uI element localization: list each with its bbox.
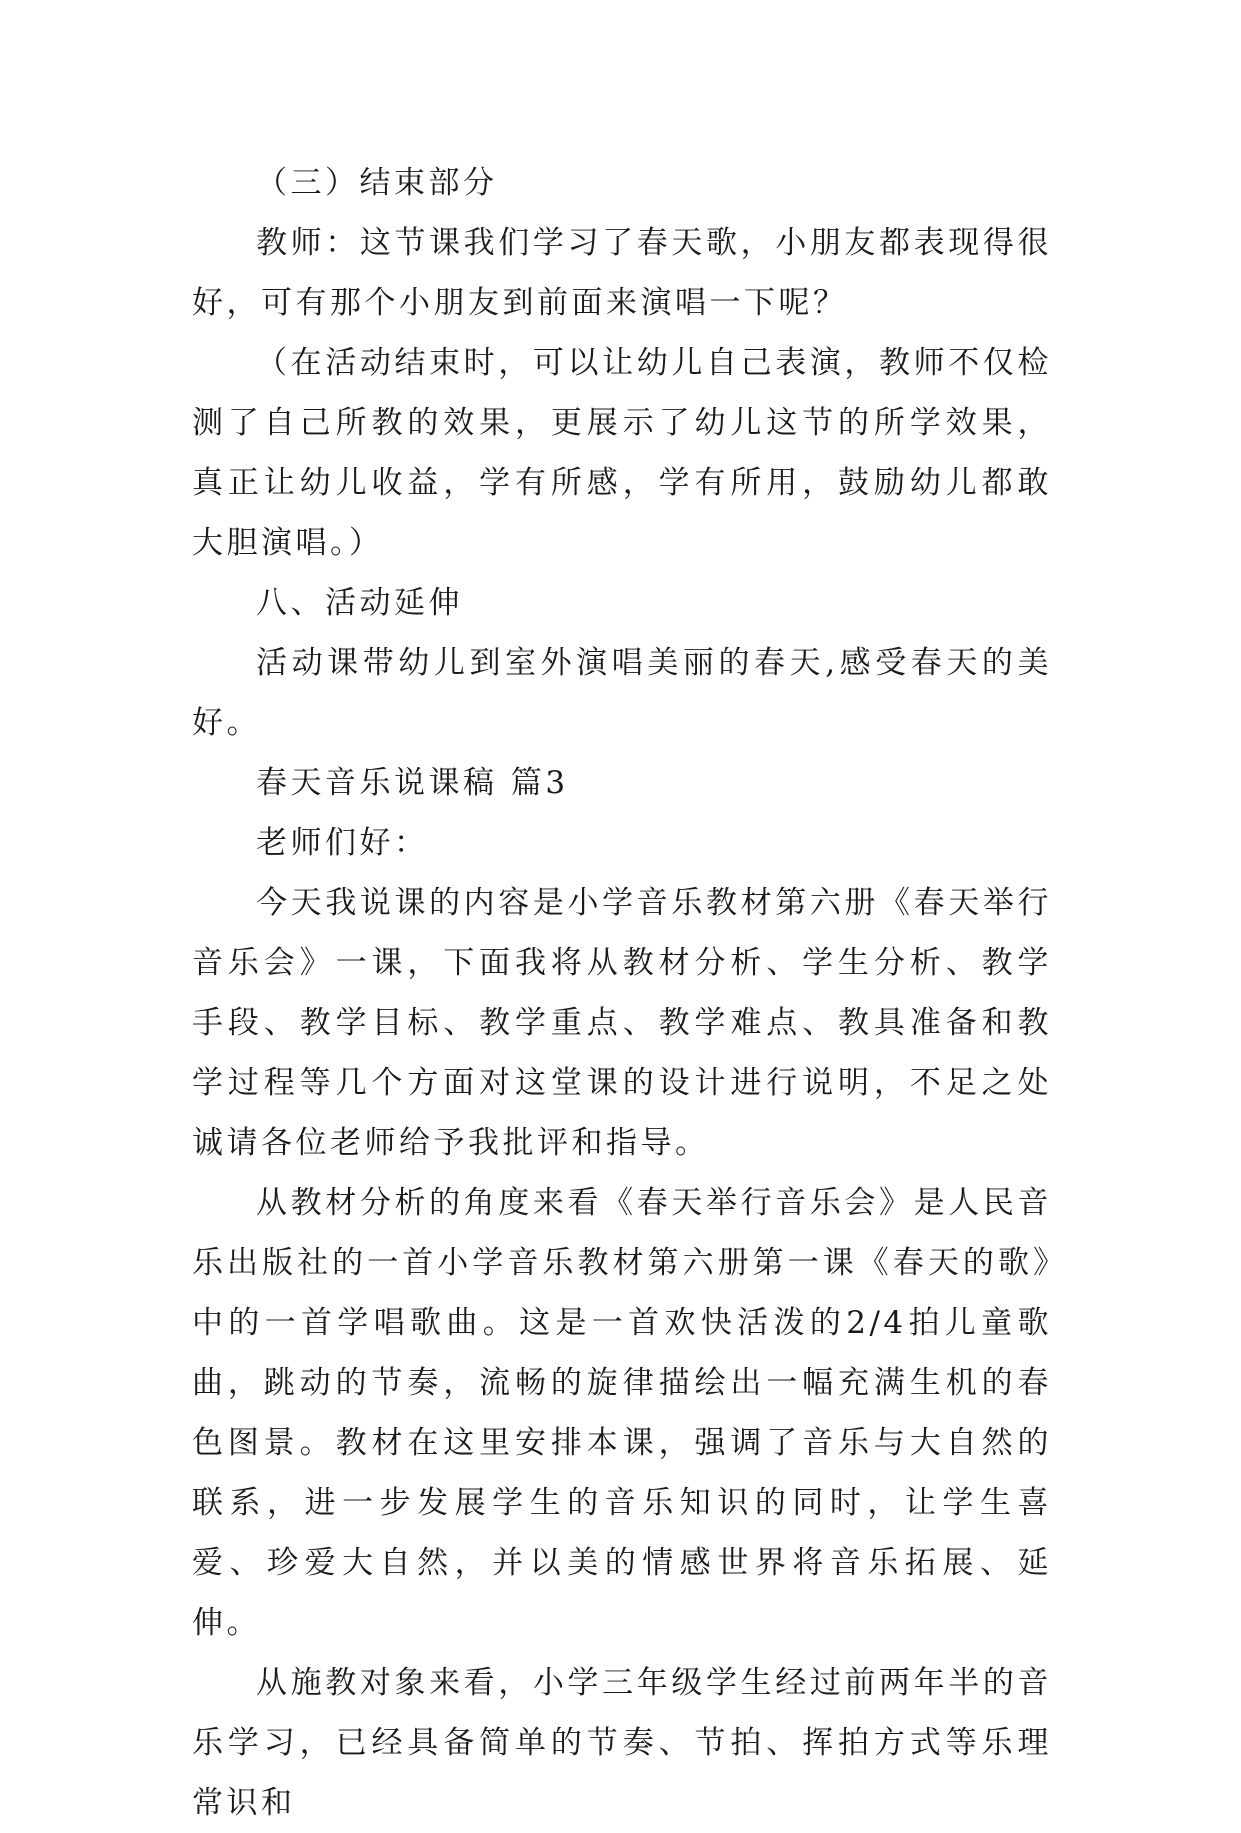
paragraph-extension: 活动课带幼儿到室外演唱美丽的春天,感受春天的美好。 bbox=[192, 645, 1052, 741]
article-title: 春天音乐说课稿 篇3 bbox=[256, 765, 569, 801]
paragraph-intro: 今天我说课的内容是小学音乐教材第六册《春天举行音乐会》一课，下面我将从教材分析、学生分析、教学手段、教学目标、教学重点、教学难点、教具准备和教学过程等几个方面对这堂课的设计进行说明，不足之处诚请各位老师给予我批评和指导。 bbox=[192, 885, 1052, 1161]
paragraph-activity-note: （在活动结束时，可以让幼儿自己表演，教师不仅检测了自己所教的效果，更展示了幼儿这节的所学效果，真正让幼儿收益，学有所感，学有所用，鼓励幼儿都敢大胆演唱。） bbox=[192, 345, 1052, 561]
paragraph-material-analysis: 从教材分析的角度来看《春天举行音乐会》是人民音乐出版社的一首小学音乐教材第六册第一课《春天的歌》中的一首学唱歌曲。这是一首欢快活泼的2/4拍儿童歌曲，跳动的节奏，流畅的旋律描绘出一幅充满生机的春色图景。教材在这里安排本课，强调了音乐与大自然的联系，进一步发展学生的音乐知识的同时，让学生喜爱、珍爱大自然，并以美的情感世界将音乐拓展、延伸。 bbox=[192, 1185, 1052, 1641]
section-heading-closing: （三）结束部分 bbox=[256, 165, 498, 201]
greeting: 老师们好： bbox=[256, 825, 429, 861]
section-heading-extension: 八、活动延伸 bbox=[256, 585, 463, 621]
paragraph-student-analysis: 从施教对象来看，小学三年级学生经过前两年半的音乐学习，已经具备简单的节奏、节拍、挥拍方式等乐理常识和 bbox=[192, 1665, 1052, 1821]
document-body bbox=[192, 153, 1052, 1833]
paragraph-teacher-remark: 教师：这节课我们学习了春天歌，小朋友都表现得很好，可有那个小朋友到前面来演唱一下呢？ bbox=[192, 225, 1052, 321]
